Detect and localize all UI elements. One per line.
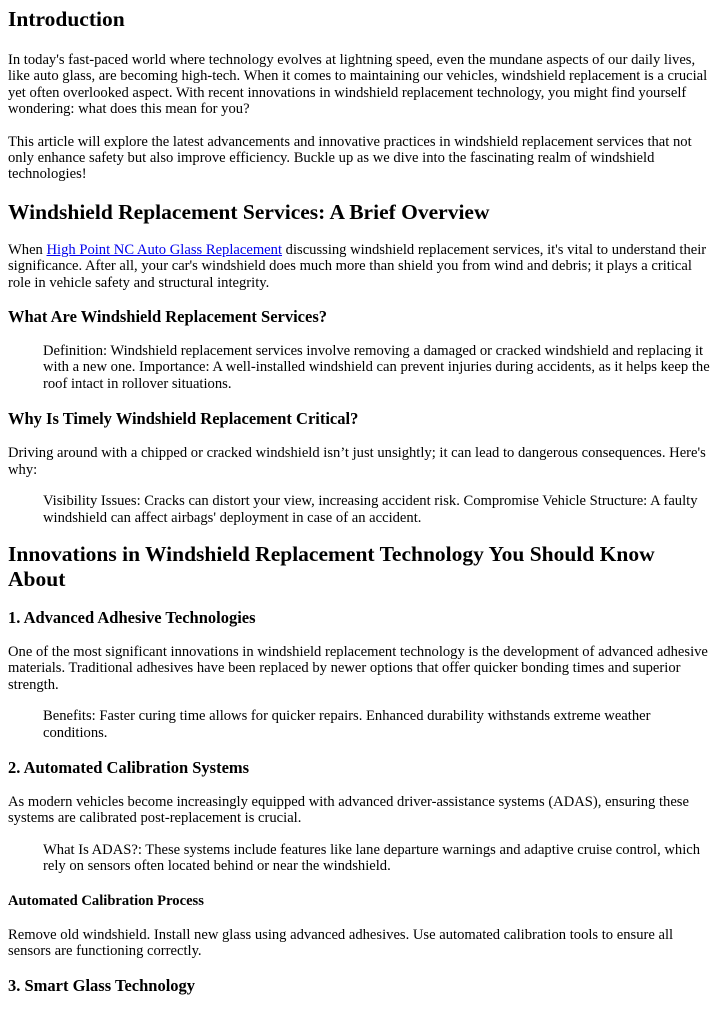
why-timely-heading: Why Is Timely Windshield Replacement Critical? [8, 409, 359, 429]
overview-heading: Windshield Replacement Services: A Brief Overview [8, 199, 490, 224]
intro-paragraph-1: In today's fast-paced world where technology evolves at lightning speed, even the mundane aspects of our daily lives, like auto glass, are becoming high-tech. When it comes to maintaining our vehicles, windshield replacement is a crucial yet often overlooked aspect. With recent innovations in windshield replacement technology, you might find yourself wondering: what does this mean for you? [8, 52, 708, 118]
adhesive-benefits-quote: Benefits: Faster curing time allows for quicker repairs. Enhanced durability withstands extreme weather conditions. [43, 708, 651, 741]
intro-paragraph-2: This article will explore the latest advancements and innovative practices in windshield replacement services that not only enhance safety but also improve efficiency. Buckle up as we dive into the fascinating realm of windshield technologies! [8, 133, 692, 183]
what-are-services-heading: What Are Windshield Replacement Services? [8, 307, 327, 327]
overview-paragraph [8, 242, 712, 291]
overview-text-before: When [8, 241, 47, 258]
calibration-process-heading: Automated Calibration Process [8, 892, 204, 909]
calibration-heading: 2. Automated Calibration Systems [8, 757, 250, 777]
why-timely-quote: Visibility Issues: Cracks can distort your view, increasing accident risk. Compromise Vehicle Structure: A faulty windshield can affect airbags' deployment in case of an accident. [43, 493, 698, 526]
innovations-heading: Innovations in Windshield Replacement Technology You Should Know About [8, 541, 655, 591]
article [0, 7, 720, 996]
adhesive-paragraph: One of the most significant innovations in windshield replacement technology is the development of advanced adhesive materials. Traditional adhesives have been replaced by newer options that offer quicker bonding times and superior strength. [8, 643, 708, 693]
overview-text-after: discussing windshield replacement services, it's vital to understand their significance. After all, your car's windshield does much more than shield you from wind and debris; it plays a critical role in vehicle safety and structural integrity. [8, 241, 707, 291]
auto-glass-replacement-link[interactable]: High Point NC Auto Glass Replacement [46, 241, 283, 258]
adhesive-heading: 1. Advanced Adhesive Technologies [8, 607, 256, 627]
adas-quote: What Is ADAS?: These systems include features like lane departure warnings and adaptive cruise control, which rely on sensors often located behind or near the windshield. [43, 841, 701, 875]
why-timely-paragraph: Driving around with a chipped or cracked windshield isn’t just unsightly; it can lead to dangerous consequences. Here's why: [8, 445, 706, 478]
intro-heading: Introduction [8, 7, 125, 31]
calibration-paragraph: As modern vehicles become increasingly equipped with advanced driver-assistance systems (ADAS), ensuring these systems are calibrated post-replacement is crucial. [8, 793, 689, 827]
calibration-process-paragraph: Remove old windshield. Install new glass using advanced adhesives. Use automated calibration tools to ensure all sensors are functioning correctly. [8, 926, 674, 959]
what-are-services-quote: Definition: Windshield replacement services involve removing a damaged or cracked windshield and replacing it with a new one. Importance: A well-installed windshield can prevent injuries during accidents, as it helps keep the roof intact in rollover situations. [43, 343, 710, 392]
smart-glass-heading: 3. Smart Glass Technology [8, 976, 196, 996]
